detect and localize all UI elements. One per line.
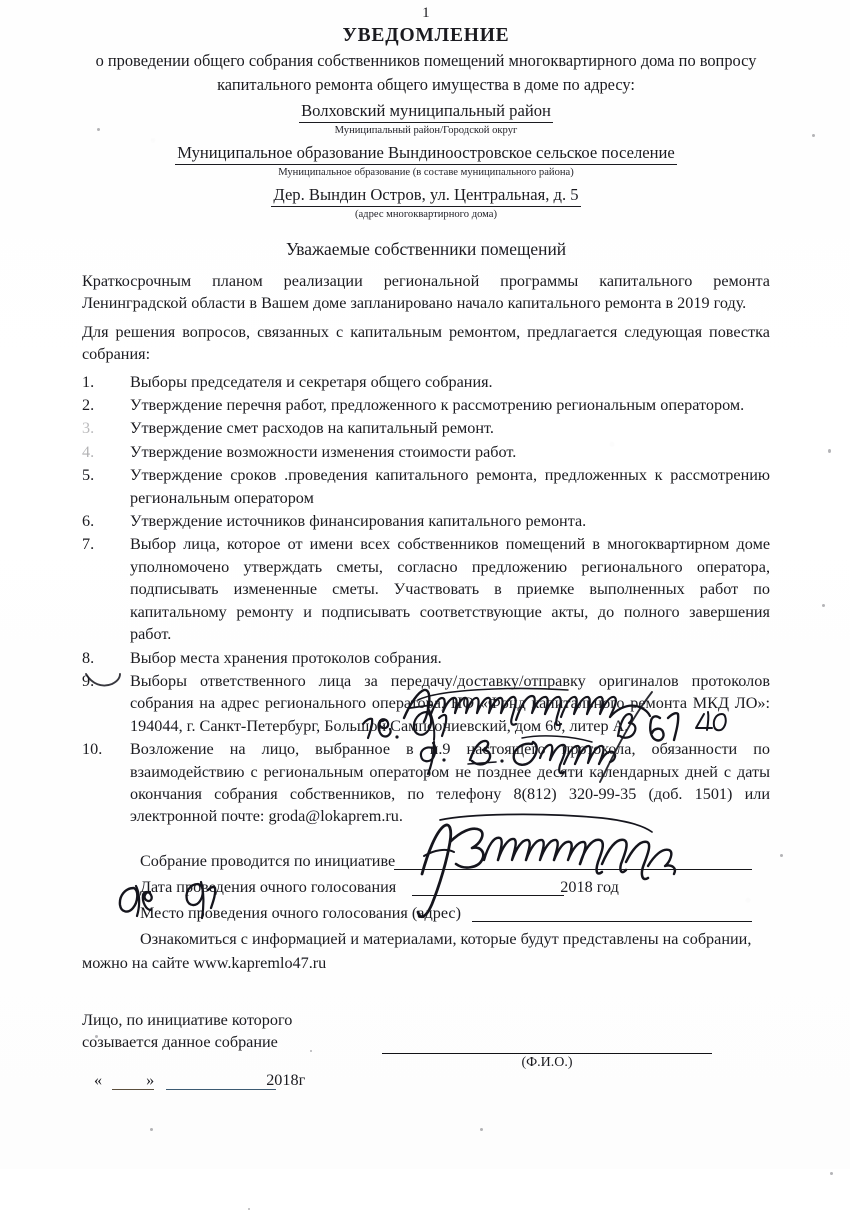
initiative-label: Собрание проводится по инициативе: [140, 851, 396, 870]
signature-block: [82, 1009, 770, 1101]
scan-speck: [480, 1128, 483, 1131]
bottom-date-row: [94, 1071, 305, 1090]
agenda-item: [82, 738, 770, 828]
date-row: [140, 874, 770, 900]
scan-speck: [150, 1128, 153, 1131]
settlement-value: Муниципальное образование Вындиноостровское сельское поселение: [175, 142, 676, 165]
agenda-item-text: Выбор лица, которое от имени всех собственников помещений в многоквартирном доме уполномочено утверждать сметы, согласно предложению регионального оператора, подписывать измененные сметы. Участвовать в приемке выполненных работ по капитальному ремонту и подписывать соответствующие акты, до полного завершения работ.: [130, 535, 770, 644]
agenda-item-text: Возложение на лицо, выбранное в п.9 настоящего протокола, обязанности по взаимодействию с региональным оператором не позднее десяти календарных дней с даты окончания собрания собственников, по телефону 8(812) 320-99-35 (доб. 1501) или электронной почте: groda@lokaprem.ru.: [130, 740, 770, 826]
agenda-item-text: Утверждение смет расходов на капитальный ремонт.: [130, 419, 494, 438]
agenda-item-number: 2.: [82, 396, 95, 415]
agenda-item: [82, 371, 770, 393]
building-address-value: Дер. Вындин Остров, ул. Центральная, д. 5: [271, 184, 580, 207]
initiator-label-line-2: созывается данное собрание: [82, 1032, 278, 1051]
info-line-1: Ознакомиться с информацией и материалами, которые будут представлены на собрании,: [140, 929, 752, 948]
place-row: [140, 900, 770, 926]
greeting-heading: Уважаемые собственники помещений: [285, 239, 567, 259]
fillin-block: [82, 848, 770, 950]
agenda-item: [82, 417, 770, 439]
agenda-item-number: 9.: [82, 671, 95, 690]
agenda-item-text: Утверждение источников финансирования капитального ремонта.: [130, 512, 587, 531]
agenda-item-text: Утверждение сроков .проведения капитального ремонта, предложенных к рассмотрению региональным оператором: [130, 466, 770, 507]
agenda-item: [82, 670, 770, 737]
agenda-item: [82, 441, 770, 463]
agenda-item-number: 4.: [82, 442, 95, 461]
agenda-item-number: 8.: [82, 648, 95, 667]
agenda-item-text: Утверждение возможности изменения стоимости работ.: [130, 442, 517, 461]
document-subtitle-line-2: капитального ремонта общего имущества в доме по адресу:: [217, 74, 635, 94]
document-subtitle-line-1: о проведении общего собрания собственников помещений многоквартирного дома по вопросу: [95, 51, 757, 70]
place-label: Место проведения очного голосования (адрес): [140, 903, 461, 922]
page-number: 1: [422, 5, 430, 21]
intro-paragraph-1: Краткосрочным планом реализации региональной программы капитального ремонта Ленинградской области в Вашем доме запланировано начало капитального ремонта в 2019 году.: [82, 272, 770, 313]
initiative-row: [140, 848, 770, 874]
municipal-district-field: [82, 100, 770, 123]
agenda-item-number: 10.: [82, 740, 103, 759]
bottom-date-day-rule[interactable]: [112, 1089, 154, 1090]
scan-speck: [830, 1172, 833, 1175]
settlement-field: [82, 142, 770, 165]
date-label: Дата проведения очного голосования: [140, 877, 397, 896]
scan-speck: [812, 134, 815, 137]
place-rule[interactable]: [472, 921, 752, 922]
fio-caption: (Ф.И.О.): [521, 1054, 573, 1070]
municipal-district-caption: Муниципальный район/Городской округ: [334, 125, 518, 136]
agenda-item-text: Выборы ответственного лица за передачу/доставку/отправку оригиналов протоколов собрания на адрес регионального оператора, НО «Фонд капитального ремонта МКД ЛО»: 194044, г. Санкт-Петербург, Большой Сампсониевский, дом 60, литер А.: [130, 671, 770, 735]
agenda-item: [82, 464, 770, 509]
bottom-date-open-quote: «: [94, 1070, 103, 1089]
agenda-item: [82, 510, 770, 532]
municipal-district-value: Волховский муниципальный район: [299, 100, 553, 123]
initiative-rule[interactable]: [394, 869, 752, 870]
agenda-item-text: Выборы председателя и секретаря общего собрания.: [130, 372, 493, 391]
bottom-date-year: 2018г: [266, 1070, 306, 1089]
scan-speck: [95, 1035, 98, 1038]
scan-speck: [310, 1050, 312, 1052]
intro-paragraph-2: Для решения вопросов, связанных с капитальным ремонтом, предлагается следующая повестка собрания:: [82, 322, 770, 364]
scan-speck: [828, 449, 831, 453]
scan-speck: [780, 854, 783, 857]
agenda-item-text: Выбор места хранения протоколов собрания.: [130, 648, 442, 667]
agenda-item-number: 6.: [82, 512, 95, 531]
building-address-caption: (адрес многоквартирного дома): [354, 209, 498, 220]
scan-speck: [822, 604, 825, 607]
signature-rule[interactable]: [382, 1053, 712, 1054]
agenda-item-number: 1.: [82, 372, 95, 391]
agenda-item-text: Утверждение перечня работ, предложенного к рассмотрению региональным оператором.: [130, 396, 745, 415]
agenda-item: [82, 533, 770, 645]
bottom-date-close-quote: »: [146, 1070, 155, 1089]
agenda-item: [82, 394, 770, 416]
agenda-list: [82, 371, 770, 828]
agenda-item-number: 3.: [82, 419, 95, 438]
settlement-caption: Муниципальное образование (в составе муниципального района): [278, 167, 574, 178]
agenda-item: [82, 647, 770, 669]
page-title: УВЕДОМЛЕНИЕ: [342, 25, 510, 46]
agenda-item-number: 7.: [82, 535, 95, 554]
building-address-field: [82, 184, 770, 207]
initiator-label-line-1: Лицо, по инициативе которого: [82, 1010, 293, 1029]
date-year-printed: 2018 год: [560, 877, 619, 896]
agenda-item-number: 5.: [82, 466, 95, 485]
document-content: [82, 4, 770, 1101]
bottom-date-month-rule[interactable]: [166, 1089, 276, 1090]
info-line-2: можно на сайте www.kapremlo47.ru: [82, 954, 327, 973]
scan-speck: [97, 128, 100, 131]
initiator-label: [82, 1009, 292, 1053]
date-rule[interactable]: [412, 895, 564, 896]
